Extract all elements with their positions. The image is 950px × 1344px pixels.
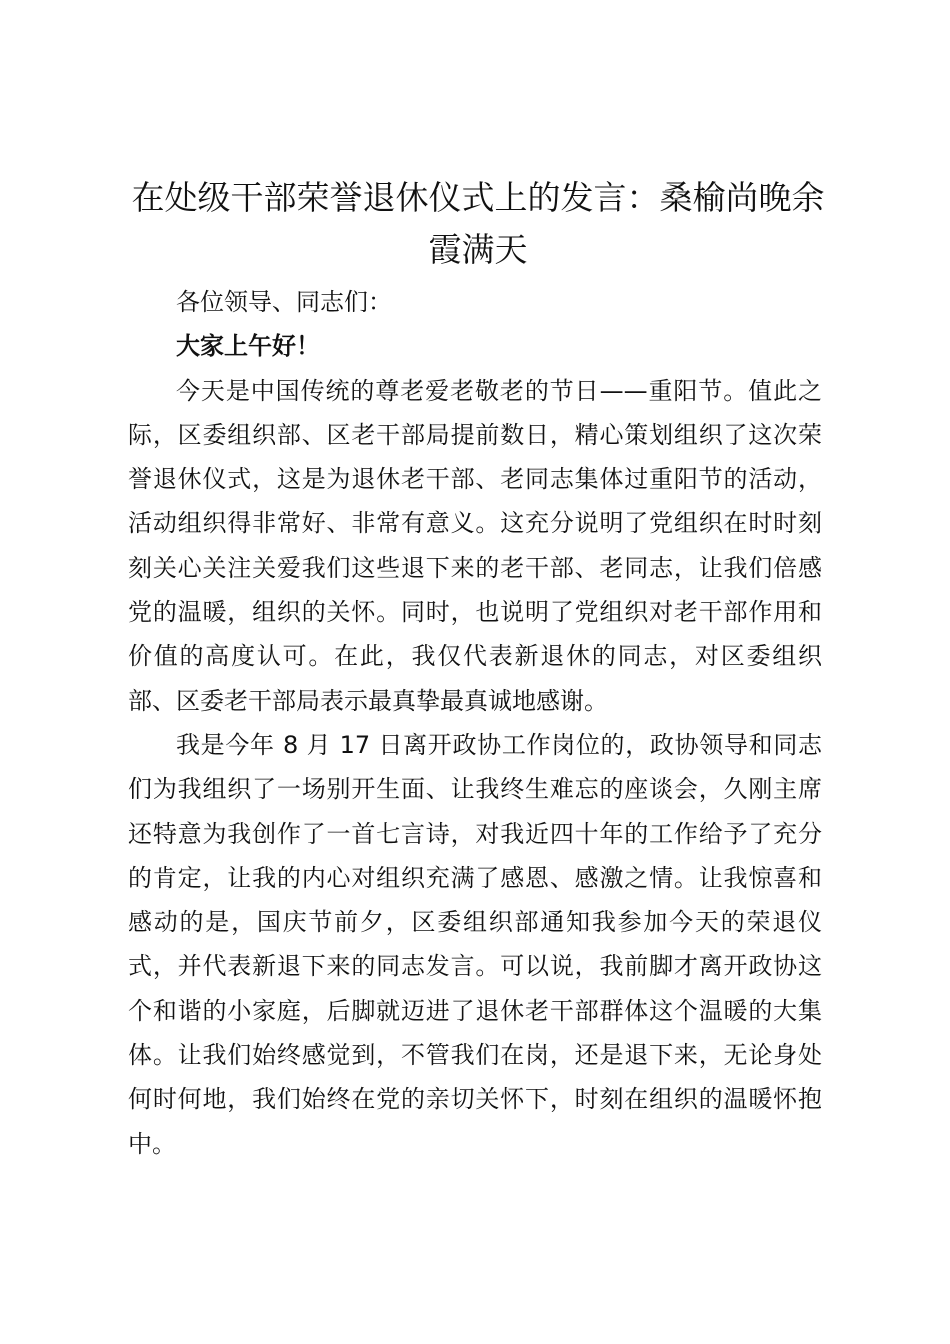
paragraph-2: 我是今年 8 月 17 日离开政协工作岗位的，政协领导和同志们为我组织了一场别开生面、让我终生难忘的座谈会，久刚主席还特意为我创作了一首七言诗，对我近四十年的工作给予了充分的肯定，让我的内心对组织充满了感恩、感激之情。让我惊喜和感动的是，国庆节前夕，区委组织部通知我参加今天的荣退仪式，并代表新退下来的同志发言。可以说，我前脚才离开政协这个和谐的小家庭，后脚就迈进了退休老干部群体这个温暖的大集体。让我们始终感觉到，不管我们在岗，还是退下来，无论身处何时何地，我们始终在党的亲切关怀下，时刻在组织的温暖怀抱中。 xyxy=(128,730,822,1158)
paragraph-1: 今天是中国传统的尊老爱老敬老的节日——重阳节。值此之际，区委组织部、区老干部局提前数日，精心策划组织了这次荣誉退休仪式，这是为退休老干部、老同志集体过重阳节的活动，活动组织得非常好、非常有意义。这充分说明了党组织在时时刻刻关心关注关爱我们这些退下来的老干部、老同志，让我们倍感党的温暖，组织的关怀。同时，也说明了党组织对老干部作用和价值的高度认可。在此，我仅代表新退休的同志，对区委组织部、区委老干部局表示最真挚最真诚地感谢。 xyxy=(128,376,822,715)
document-title: 在处级干部荣誉退休仪式上的发言：桑榆尚晚余霞满天 xyxy=(131,178,825,269)
salutation: 各位领导、同志们： xyxy=(176,288,392,316)
greeting: 大家上午好！ xyxy=(176,332,320,361)
document-body xyxy=(128,280,822,1166)
